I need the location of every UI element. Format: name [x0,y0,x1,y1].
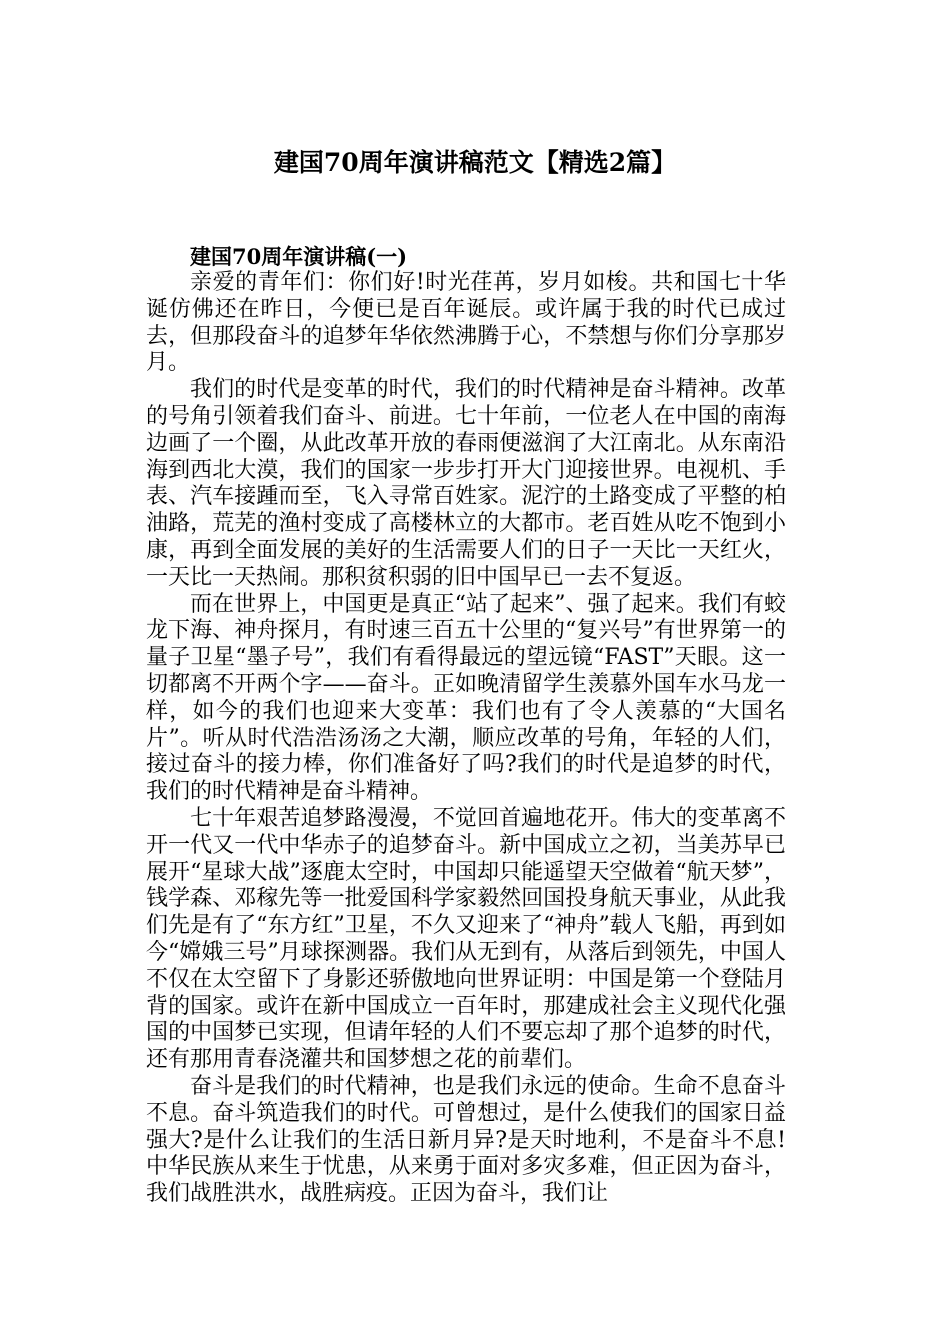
paragraph: 七十年艰苦追梦路漫漫，不觉回首遍地花开。伟大的变革离不开一代又一代中华赤子的追梦奋斗。新中国成立之初，当美苏早已展开“星球大战”逐鹿太空时，中国却只能遥望天空做着“航天梦”，钱学森、邓稼先等一批爱国科学家毅然回国投身航天事业，从此我们先是有了“东方红”卫星，不久又迎来了“神舟”载人飞船，再到如今“嫦娥三号”月球探测器。我们从无到有，从落后到领先，中国人不仅在太空留下了身影还骄傲地向世界证明：中国是第一个登陆月背的国家。或许在新中国成立一百年时，那建成社会主义现代化强国的中国梦已实现，但请年轻的人们不要忘却了那个追梦的时代，还有那用青春浇灌共和国梦想之花的前辈们。 [146,805,786,1073]
paragraph: 亲爱的青年们：你们好!时光荏苒，岁月如梭。共和国七十华诞仿佛还在昨日，今便已是百年诞辰。或许属于我的时代已成过去，但那段奋斗的追梦年华依然沸腾于心，不禁想与你们分享那岁月。 [146,270,786,376]
document-body [146,244,786,1208]
paragraph: 我们的时代是变革的时代，我们的时代精神是奋斗精神。改革的号角引领着我们奋斗、前进。七十年前，一位老人在中国的南海边画了一个圈，从此改革开放的春雨便滋润了大江南北。从东南沿海到西北大漠，我们的国家一步步打开大门迎接世界。电视机、手表、汽车接踵而至，飞入寻常百姓家。泥泞的土路变成了平整的柏油路，荒芜的渔村变成了高楼林立的大都市。老百姓从吃不饱到小康，再到全面发展的美好的生活需要人们的日子一天比一天红火，一天比一天热闹。那积贫积弱的旧中国早已一去不复返。 [146,377,786,590]
paragraph: 奋斗是我们的时代精神，也是我们永远的使命。生命不息奋斗不息。奋斗筑造我们的时代。可曾想过，是什么使我们的国家日益强大?是什么让我们的生活日新月异?是天时地利，不是奋斗不息!中华民族从来生于忧患，从来勇于面对多灾多难，但正因为奋斗，我们战胜洪水，战胜病疫。正因为奋斗，我们让 [146,1073,786,1207]
document-title: 建国70周年演讲稿范文【精选2篇】 [273,148,677,177]
paragraph: 而在世界上，中国更是真正“站了起来”、强了起来。我们有蛟龙下海、神舟探月，有时速三百五十公里的“复兴号”有世界第一的量子卫星“墨子号”，我们有看得最远的望远镜“FAST”天眼。这一切都离不开两个字——奋斗。正如晚清留学生羡慕外国车水马龙一样，如今的我们也迎来大变革：我们也有了令人羡慕的“大国名片”。听从时代浩浩汤汤之大潮，顺应改革的号角，年轻的人们，接过奋斗的接力棒，你们准备好了吗?我们的时代是追梦的时代，我们的时代精神是奋斗精神。 [146,591,786,805]
section-heading: 建国70周年演讲稿(一) [190,244,408,269]
